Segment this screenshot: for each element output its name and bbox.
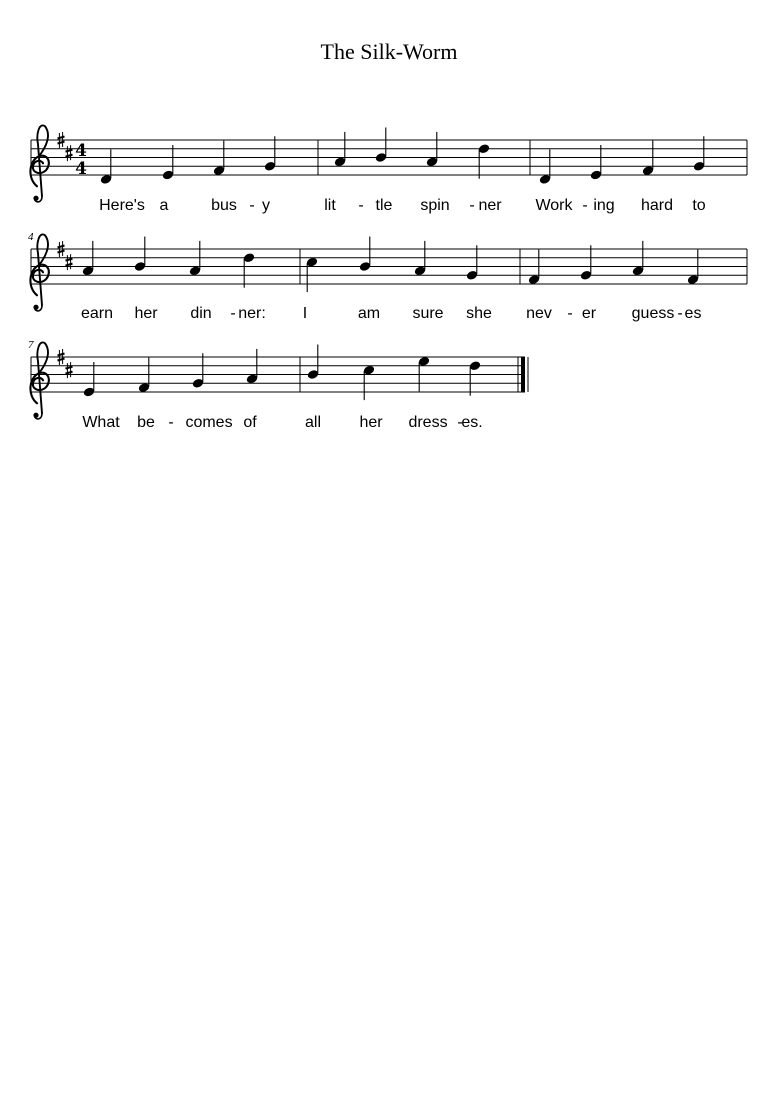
- sharp-icon: [66, 362, 73, 378]
- sharp-icon: [66, 145, 73, 161]
- lyric-syllable: all: [304, 414, 322, 431]
- quarter-note: [580, 245, 593, 281]
- lyric-syllable: of: [243, 414, 257, 431]
- quarter-note: [363, 365, 376, 401]
- quarter-note: [192, 353, 205, 389]
- quarter-note: [307, 345, 320, 381]
- quarter-note: [213, 141, 226, 177]
- treble-clef-icon: [30, 342, 48, 418]
- lyric-hyphen: -: [457, 414, 463, 431]
- measure-number: 7: [28, 339, 34, 351]
- lyric-hyphen: -: [358, 197, 364, 214]
- lyric-syllable: lit: [324, 197, 336, 214]
- quarter-note: [469, 360, 482, 396]
- lyric-syllable: comes: [185, 414, 233, 431]
- quarter-note: [82, 241, 95, 277]
- treble-clef-icon: [30, 234, 48, 310]
- lyric-syllable: What: [82, 414, 120, 431]
- lyric-syllable: dress: [408, 414, 448, 431]
- lyric-hyphen: -: [249, 197, 255, 214]
- quarter-note: [632, 241, 645, 277]
- lyric-syllable: Work: [535, 197, 573, 214]
- lyric-syllable: her: [359, 414, 383, 431]
- quarter-note: [264, 136, 277, 172]
- quarter-note: [334, 132, 347, 168]
- treble-clef-icon: [30, 125, 48, 201]
- quarter-note: [162, 145, 175, 181]
- time-signature-lower: 4: [75, 159, 87, 179]
- lyric-syllable: er: [581, 305, 597, 322]
- quarter-note: [687, 250, 700, 286]
- lyric-syllable: sure: [412, 305, 444, 322]
- lyric-syllable: guess: [631, 305, 675, 322]
- score-title: The Silk-Worm: [320, 39, 458, 64]
- lyric-syllable: bus: [211, 197, 237, 214]
- lyric-syllable: din: [190, 305, 212, 322]
- quarter-note: [642, 141, 655, 177]
- quarter-note: [138, 358, 151, 394]
- quarter-note: [528, 250, 541, 286]
- lyric-syllable: ner: [478, 197, 502, 214]
- quarter-note: [466, 245, 479, 281]
- lyric-hyphen: -: [582, 197, 588, 214]
- lyric-syllable: ing: [593, 197, 615, 214]
- quarter-note: [243, 252, 256, 288]
- quarter-note: [246, 349, 259, 385]
- lyric-syllable: y: [262, 197, 270, 214]
- lyric-syllable: Here's: [99, 197, 145, 214]
- quarter-note: [306, 257, 319, 293]
- lyric-syllable: nev: [526, 305, 552, 322]
- lyric-hyphen: -: [567, 305, 573, 322]
- lyric-syllable: tle: [375, 197, 393, 214]
- quarter-note: [359, 237, 372, 273]
- lyric-syllable: am: [357, 305, 381, 322]
- final-barline-thick: [521, 357, 525, 392]
- lyric-syllable: a: [159, 197, 169, 214]
- lyric-syllable: es.: [461, 414, 483, 431]
- measure-number: 4: [28, 231, 34, 243]
- lyric-hyphen: -: [230, 305, 236, 322]
- time-signature-upper: 4: [75, 141, 87, 161]
- lyric-syllable: hard: [640, 197, 674, 214]
- quarter-note: [693, 136, 706, 172]
- quarter-note: [426, 132, 439, 168]
- quarter-note: [189, 241, 202, 277]
- lyric-syllable: I: [302, 305, 308, 322]
- quarter-note: [414, 241, 427, 277]
- lyric-syllable: es: [684, 305, 702, 322]
- lyric-syllable: spin: [420, 197, 450, 214]
- quarter-note: [375, 128, 388, 164]
- quarter-note: [590, 145, 603, 181]
- lyric-hyphen: -: [469, 197, 475, 214]
- sharp-icon: [66, 254, 73, 270]
- lyric-hyphen: -: [677, 305, 683, 322]
- lyric-hyphen: -: [168, 414, 174, 431]
- lyric-syllable: be: [137, 414, 155, 431]
- lyric-syllable: she: [466, 305, 492, 322]
- lyric-syllable: to: [692, 197, 706, 214]
- lyric-syllable: ner:: [238, 305, 266, 322]
- quarter-note: [478, 143, 491, 179]
- quarter-note: [539, 149, 552, 185]
- quarter-note: [418, 356, 431, 392]
- lyric-syllable: her: [134, 305, 158, 322]
- lyric-syllable: earn: [80, 305, 114, 322]
- quarter-note: [83, 362, 96, 398]
- quarter-note: [134, 237, 147, 273]
- quarter-note: [100, 149, 113, 185]
